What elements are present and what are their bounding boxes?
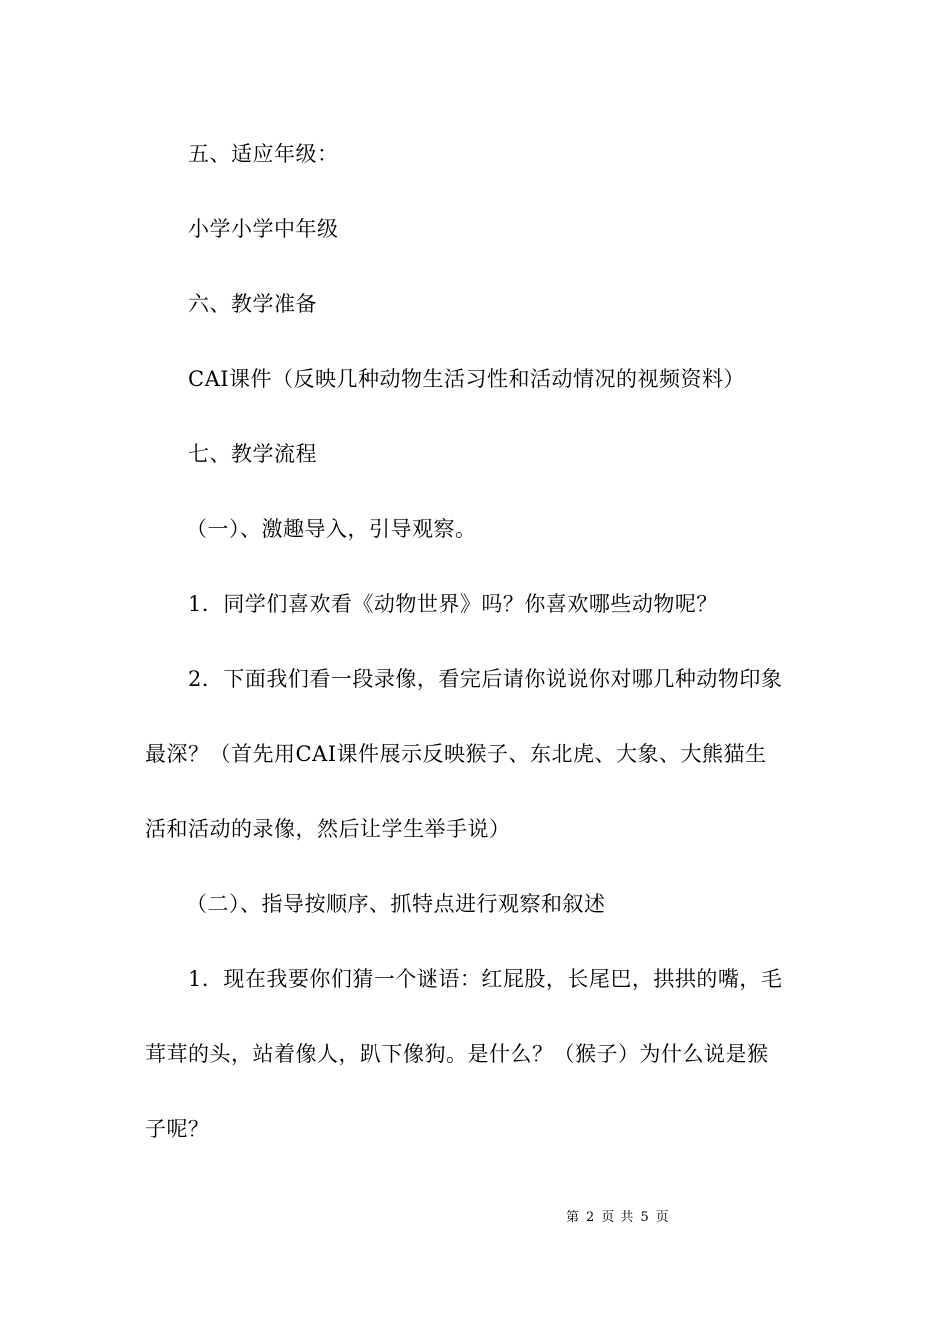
footer-current-page: 2 [586,1210,596,1225]
subsection-heading-2: （二）、指导按顺序、抓特点进行观察和叙述 [186,892,606,916]
paragraph-riddle-line-2: 茸茸的头，站着像人，趴下像狗。是什么？（猴子）为什么说是猴 [145,1042,769,1066]
paragraph-item-2-line-3: 活和活动的录像，然后让学生举手说） [145,817,511,841]
footer-mid: 页 共 [601,1210,635,1225]
paragraph-riddle-line-3: 子呢？ [145,1117,210,1141]
subsection-heading-1: （一）、激趣导入，引导观察。 [186,517,477,541]
paragraph-item-2-line-2: 最深？（首先用CAI课件展示反映猴子、东北虎、大象、大熊猫生 [145,742,767,766]
paragraph-item-1: 1．同学们喜欢看《动物世界》吗？你喜欢哪些动物呢？ [188,592,718,616]
page-number-footer [566,1210,670,1226]
paragraph-item-2-line-1: 2．下面我们看一段录像，看完后请你说说你对哪几种动物印象 [188,667,783,691]
paragraph-riddle-line-1: 1．现在我要你们猜一个谜语：红屁股，长尾巴，拱拱的嘴，毛 [188,967,783,991]
paragraph-preparation: CAI课件（反映几种动物生活习性和活动情况的视频资料） [188,367,746,391]
footer-total-pages: 5 [640,1210,650,1225]
section-heading-grade: 五、适应年级： [188,142,339,166]
footer-prefix: 第 [566,1210,581,1225]
footer-suffix: 页 [655,1210,670,1225]
section-heading-preparation: 六、教学准备 [188,292,317,316]
section-heading-process: 七、教学流程 [188,442,317,466]
paragraph-grade: 小学小学中年级 [188,217,339,241]
